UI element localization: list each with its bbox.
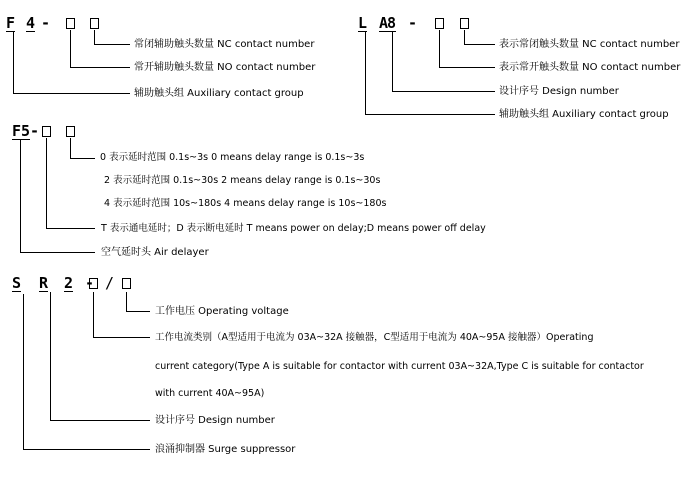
code-4: 4	[26, 14, 36, 32]
placeholder-box	[42, 126, 51, 137]
label-no-contact-number: 常开辅助触头数量 NO contact number	[134, 62, 316, 73]
code-dash: -	[408, 14, 418, 32]
placeholder-box	[66, 18, 75, 29]
label-operating-voltage: 工作电压 Operating voltage	[155, 306, 289, 317]
code-f5: F5	[12, 122, 31, 140]
placeholder-box	[122, 278, 131, 289]
label-no-contact-number: 表示常开触头数量 NO contact number	[499, 62, 681, 73]
code-dash: -	[30, 122, 40, 140]
label-nc-contact-number: 表示常闭触头数量 NC contact number	[499, 39, 680, 50]
code-s: S	[12, 274, 22, 292]
label-design-number: 设计序号 Design number	[155, 415, 275, 426]
placeholder-box	[66, 126, 75, 137]
label-power-delay-type: T 表示通电延时；D 表示断电延时 T means power on delay;D means power off delay	[101, 223, 486, 234]
placeholder-box	[90, 18, 99, 29]
label-delay-range-2: 2 表示延时范围 0.1s~30s 2 means delay range is 0.1s~30s	[104, 175, 381, 186]
label-nc-contact-number: 常闭辅助触头数量 NC contact number	[134, 39, 315, 50]
label-operating-current-category-end: with current 40A~95A)	[155, 388, 265, 399]
label-air-delayer: 空气延时头 Air delayer	[101, 247, 209, 258]
label-delay-range-0: 0 表示延时范围 0.1s~3s 0 means delay range is 0.1s~3s	[100, 152, 365, 163]
code-slash: /	[105, 274, 115, 292]
label-auxiliary-contact-group: 辅助触头组 Auxiliary contact group	[499, 109, 669, 120]
code-f: F	[6, 14, 16, 32]
code-dash: -	[41, 14, 51, 32]
label-surge-suppressor: 浪涌抑制器 Surge suppressor	[155, 444, 296, 455]
label-operating-current-category-cont: current category(Type A is suitable for contactor with current 03A~32A,Type C is suitable for contactor	[155, 361, 644, 372]
code-2: 2	[64, 274, 74, 292]
label-delay-range-4: 4 表示延时范围 10s~180s 4 means delay range is 10s~180s	[104, 198, 387, 209]
code-l: L	[358, 14, 368, 32]
code-dash: -	[85, 274, 95, 292]
placeholder-box	[460, 18, 469, 29]
code-a: A	[379, 14, 389, 32]
placeholder-box	[435, 18, 444, 29]
code-8: 8	[387, 14, 397, 32]
label-design-number: 设计序号 Design number	[499, 86, 619, 97]
code-r: R	[39, 274, 49, 292]
label-operating-current-category: 工作电流类别（A型适用于电流为 03A~32A 接触器，C型适用于电流为 40A~95A 接触器）Operating	[155, 332, 594, 343]
label-auxiliary-contact-group: 辅助触头组 Auxiliary contact group	[134, 88, 304, 99]
placeholder-box	[89, 278, 98, 289]
